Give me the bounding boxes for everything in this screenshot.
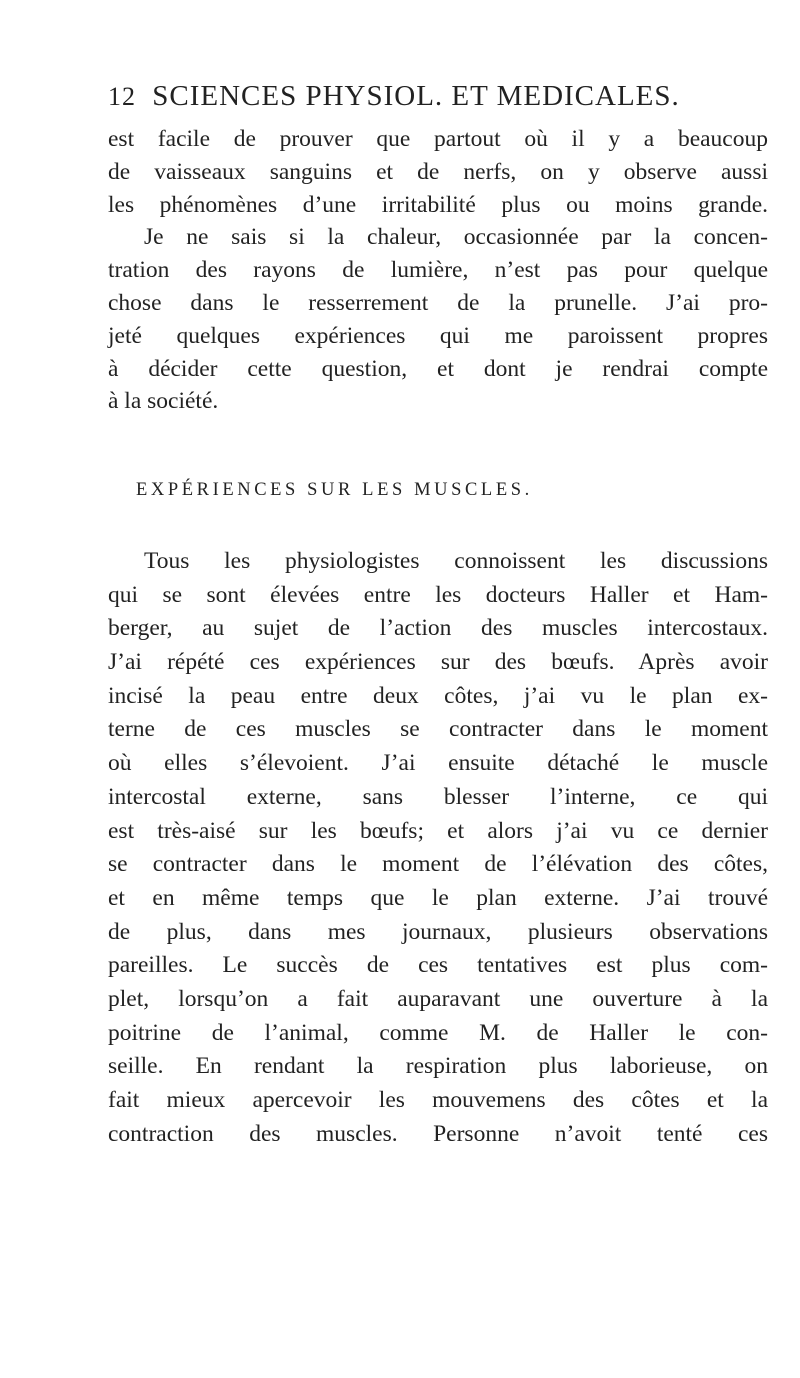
page-number: 12 bbox=[108, 82, 136, 111]
text-line: à la société. bbox=[108, 388, 219, 415]
text-line: est très-aisé sur les bœufs; et alors j’ai vu ce dernier bbox=[108, 817, 768, 844]
text-line: berger, au sujet de l’action des muscles intercostaux. bbox=[108, 615, 768, 642]
text-line: fait mieux apercevoir les mouvemens des côtes et la bbox=[108, 1087, 768, 1113]
text-line: jeté quelques expériences qui me paroissent propres bbox=[108, 322, 768, 349]
page-header bbox=[108, 80, 748, 120]
text-line: poitrine de l’animal, comme M. de Haller le con- bbox=[108, 1019, 768, 1046]
text-line: seille. En rendant la respiration plus laborieuse, on bbox=[108, 1053, 768, 1080]
text-line: de plus, dans mes journaux, plusieurs observations bbox=[108, 918, 768, 945]
paragraph-2 bbox=[108, 545, 768, 1151]
text-line: contraction des muscles. Personne n’avoit tenté ces bbox=[108, 1120, 768, 1147]
text-line: chose dans le resserrement de la prunelle. J’ai pro- bbox=[108, 289, 768, 316]
text-line: à décider cette question, et dont je rendrai compte bbox=[108, 355, 768, 382]
text-line: intercostal externe, sans blesser l’interne, ce qui bbox=[108, 783, 768, 810]
text-line: où elles s’élevoient. J’ai ensuite détaché le muscle bbox=[108, 750, 768, 777]
text-line: Je ne sais si la chaleur, occasionnée par la concen- bbox=[144, 224, 768, 251]
text-line: J’ai répété ces expériences sur des bœufs. Après avoir bbox=[108, 649, 768, 676]
paragraph-1 bbox=[108, 123, 768, 418]
text-line: incisé la peau entre deux côtes, j’ai vu le plan ex- bbox=[108, 682, 768, 709]
section-title: EXPÉRIENCES SUR LES MUSCLES. bbox=[136, 480, 533, 500]
text-line: est facile de prouver que partout où il y a beaucoup bbox=[108, 126, 768, 152]
text-line: et en même temps que le plan externe. J’ai trouvé bbox=[108, 884, 768, 911]
text-line: plet, lorsqu’on a fait auparavant une ouverture à la bbox=[108, 985, 768, 1012]
text-line: Tous les physiologistes connoissent les discussions bbox=[144, 548, 768, 574]
text-line: de vaisseaux sanguins et de nerfs, on y observe aussi bbox=[108, 158, 768, 185]
text-line: pareilles. Le succès de ces tentatives est plus com- bbox=[108, 952, 768, 979]
text-line: se contracter dans le moment de l’élévation des côtes, bbox=[108, 851, 768, 878]
text-line: les phénomènes d’une irritabilité plus ou moins grande. bbox=[108, 191, 768, 218]
text-line: tration des rayons de lumière, n’est pas pour quelque bbox=[108, 257, 768, 284]
running-title: SCIENCES PHYSIOL. ET MEDICALES. bbox=[152, 80, 680, 112]
text-line: terne de ces muscles se contracter dans le moment bbox=[108, 716, 768, 743]
text-line: qui se sont élevées entre les docteurs Haller et Ham- bbox=[108, 581, 768, 608]
